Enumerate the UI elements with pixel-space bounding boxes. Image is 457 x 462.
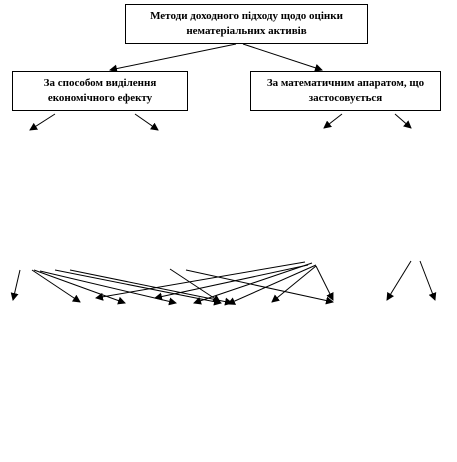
- arrow-lower-8: [186, 270, 333, 302]
- arrow-lower-9: [96, 262, 305, 298]
- branch-math-apparatus-label: За математичним апаратом, що застосовується: [266, 77, 425, 104]
- arrow-lower-14: [316, 266, 333, 300]
- arrow-lower-10: [155, 265, 308, 298]
- arrow-lower-16: [420, 261, 435, 300]
- arrow-left-branch-2: [135, 114, 158, 130]
- branch-economic-effect-label: За способом виділення економічного ефекту: [43, 77, 157, 104]
- arrow-root-to-left: [110, 44, 236, 70]
- arrow-right-branch-2: [395, 114, 411, 128]
- arrow-lower-12: [228, 265, 316, 304]
- arrow-left-branch-1: [30, 114, 55, 130]
- branch-economic-effect-box: [12, 71, 188, 111]
- arrow-lower-15: [387, 261, 411, 300]
- root-method-title: Методи доходного підходу щодо оцінки нематеріальних активів: [150, 10, 343, 37]
- arrow-root-to-right: [243, 44, 322, 70]
- arrow-lower-1: [13, 270, 20, 300]
- arrow-right-branch-1: [324, 114, 342, 128]
- branch-math-apparatus-box: [250, 71, 441, 111]
- arrow-lower-11: [194, 263, 312, 303]
- root-method-box: [125, 4, 368, 44]
